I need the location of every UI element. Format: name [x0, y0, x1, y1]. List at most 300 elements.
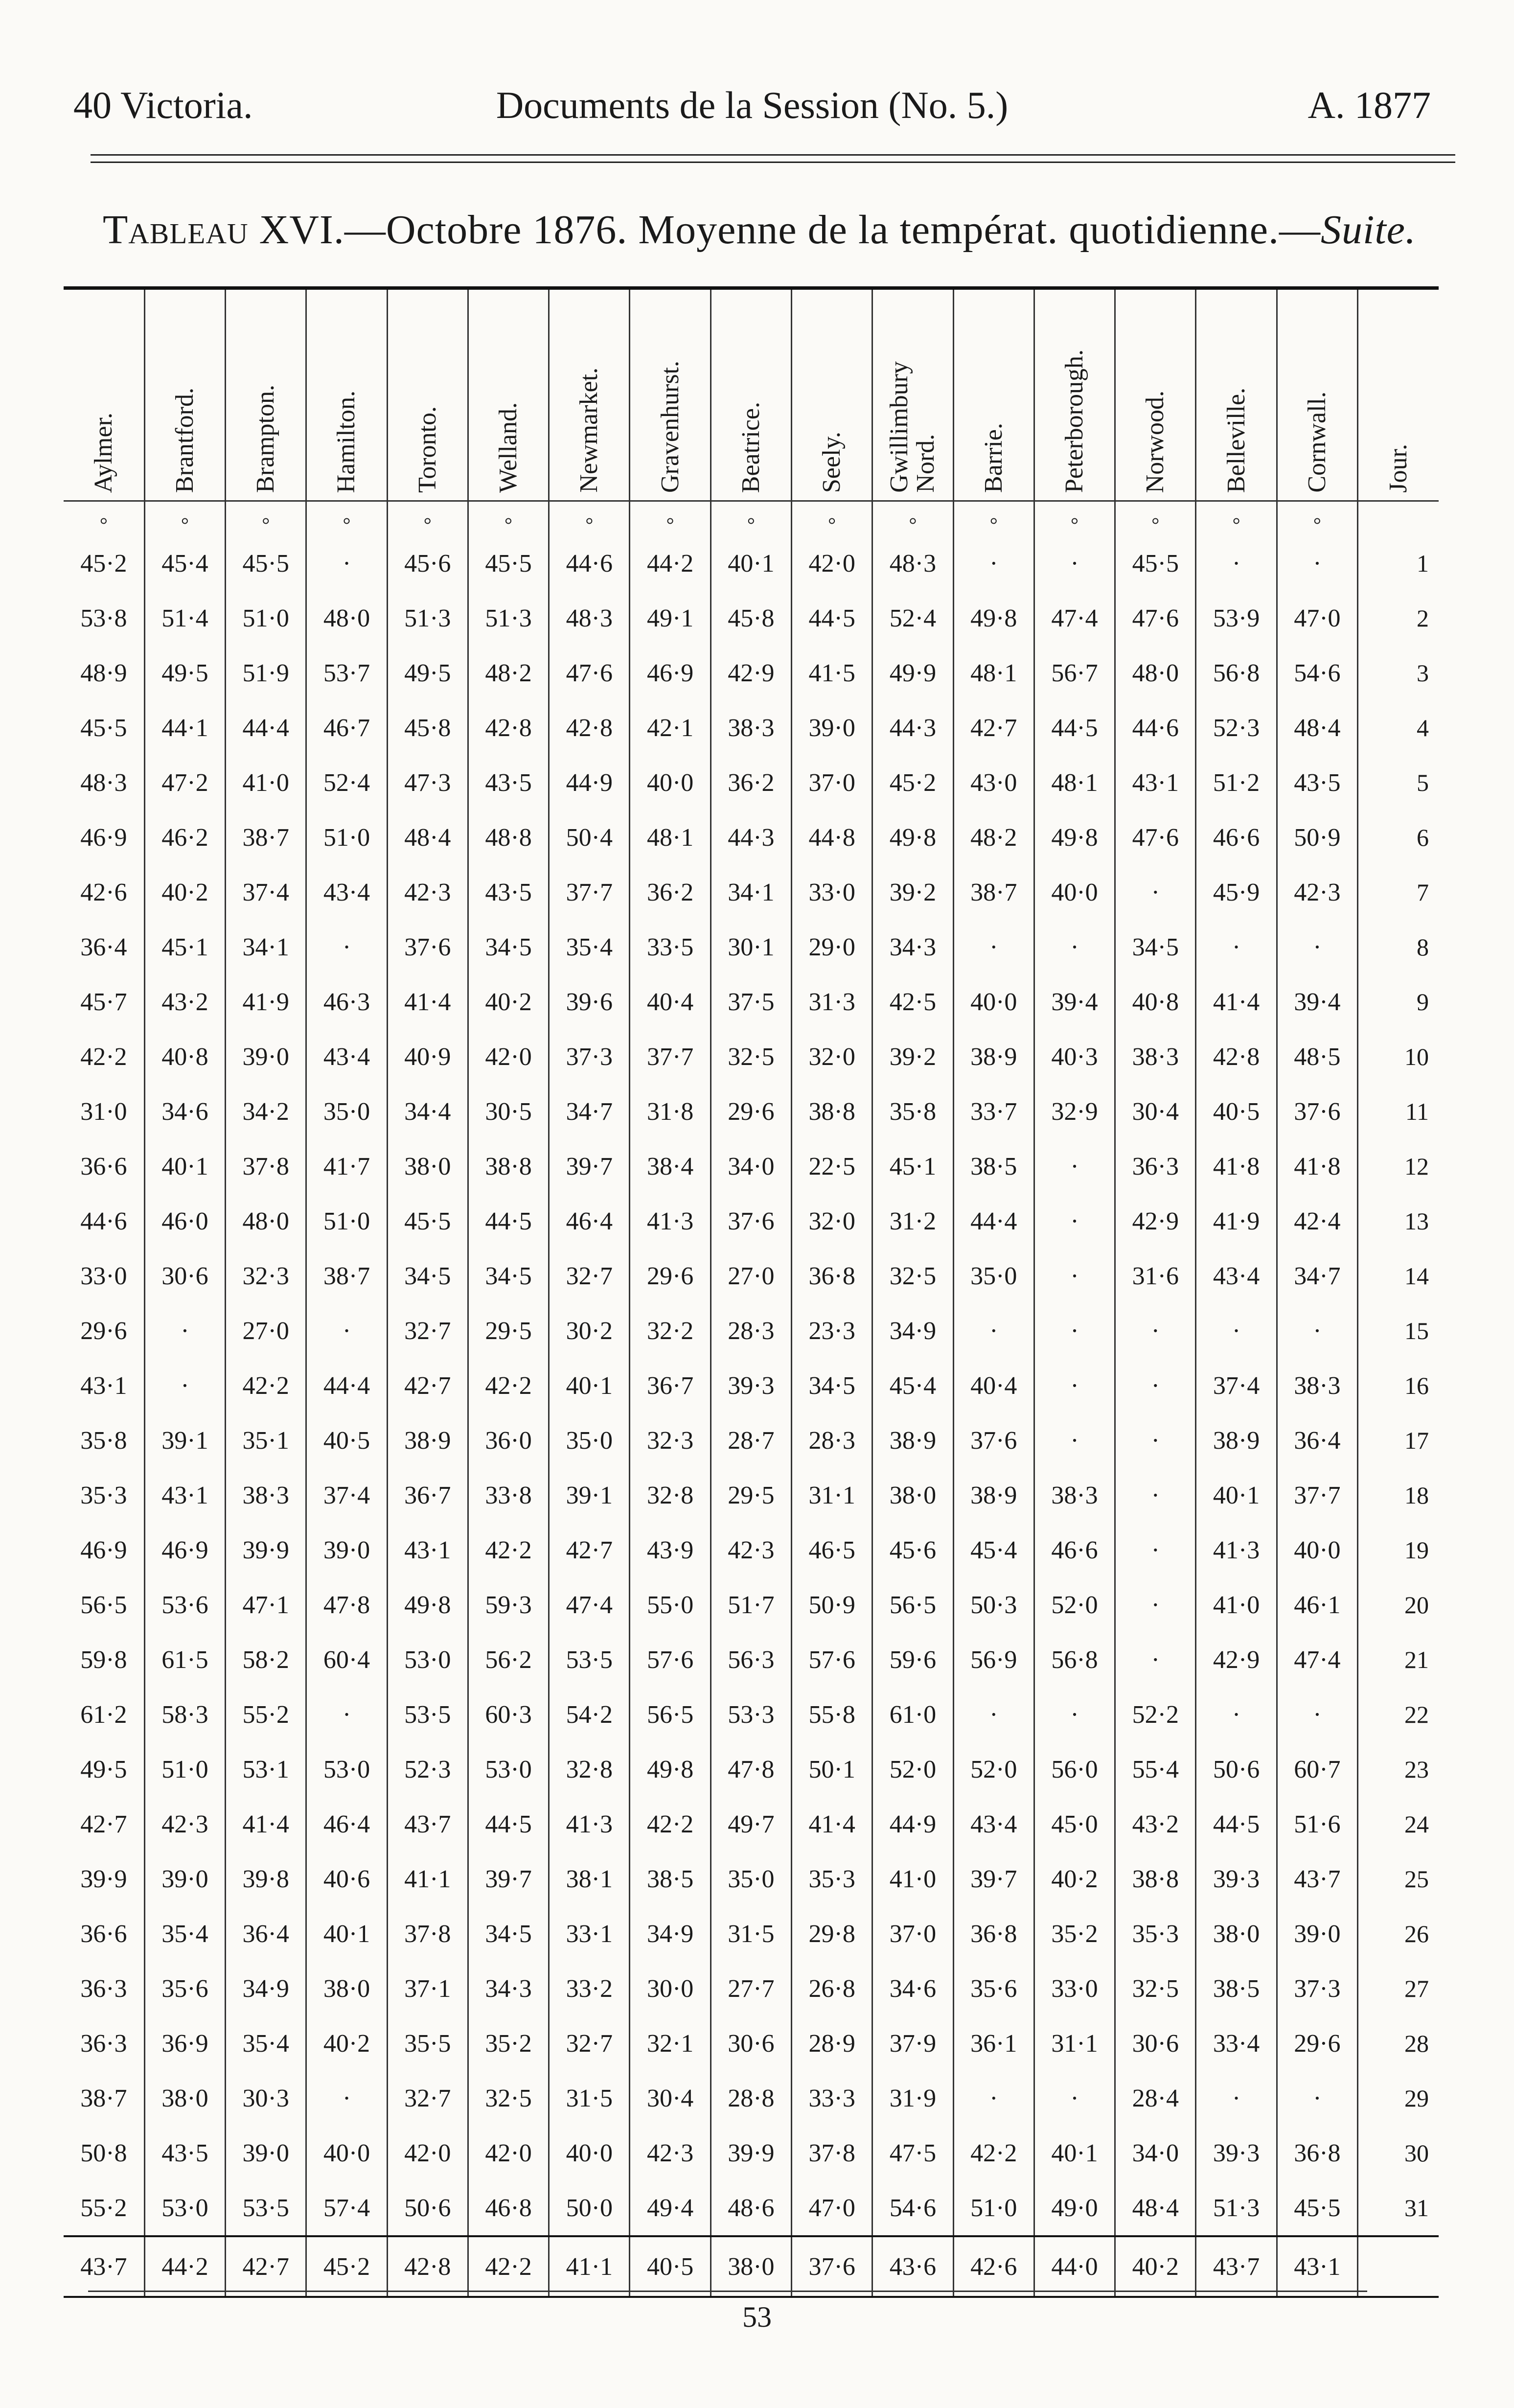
temperature-cell: 48·2 — [468, 646, 549, 700]
temperature-cell: 38·1 — [549, 1852, 630, 1906]
temperature-cell: 30·6 — [144, 1249, 225, 1303]
temperature-cell: 45·8 — [711, 591, 791, 646]
monthly-mean-cell: 37·6 — [792, 2236, 872, 2297]
temperature-cell: 45·0 — [1034, 1797, 1115, 1852]
temperature-cell: 52·0 — [872, 1742, 953, 1797]
temperature-cell: 42·9 — [1115, 1194, 1196, 1249]
temperature-cell: 41·3 — [549, 1797, 630, 1852]
temperature-cell: 34·7 — [1277, 1249, 1357, 1303]
temperature-cell: 51·3 — [387, 591, 468, 646]
temperature-cell: 51·9 — [226, 646, 306, 700]
day-number: 14 — [1358, 1249, 1439, 1303]
temperature-cell: 30·1 — [711, 920, 791, 974]
temperature-cell: 38·9 — [953, 1029, 1034, 1084]
temperature-cell: 29·5 — [468, 1303, 549, 1358]
temperature-cell: 40·6 — [306, 1852, 387, 1906]
temperature-cell: 36·8 — [1277, 2126, 1357, 2180]
temperature-cell: 32·5 — [1115, 1961, 1196, 2016]
temperature-cell: 45·5 — [468, 536, 549, 591]
day-number — [1358, 2236, 1439, 2297]
temperature-cell: 27·0 — [711, 1249, 791, 1303]
temperature-cell: 36·2 — [630, 865, 711, 920]
temperature-cell: 27·0 — [226, 1303, 306, 1358]
table-row — [64, 2180, 1439, 2236]
temperature-cell: 48·0 — [226, 1194, 306, 1249]
table-row — [64, 755, 1439, 810]
temperature-cell: 36·6 — [80, 1920, 127, 1948]
temperature-cell: 47·2 — [144, 755, 225, 810]
temperature-cell: 28·4 — [1115, 2071, 1196, 2126]
temperature-cell: 46·9 — [144, 1523, 225, 1577]
temperature-cell: 35·5 — [387, 2016, 468, 2071]
temperature-cell: 48·4 — [387, 810, 468, 865]
temperature-cell: 42·9 — [711, 646, 791, 700]
temperature-cell: 55·0 — [630, 1577, 711, 1632]
temperature-cell: 39·0 — [144, 1852, 225, 1906]
temperature-cell: 39·0 — [226, 1029, 306, 1084]
column-header — [1034, 288, 1115, 501]
day-number: 28 — [1358, 2016, 1439, 2071]
temperature-cell: 31·1 — [1034, 2016, 1115, 2071]
temperature-cell: 40·9 — [387, 1029, 468, 1084]
temperature-cell: 37·5 — [711, 974, 791, 1029]
table-row — [64, 536, 1439, 591]
temperature-cell: 45·8 — [387, 700, 468, 755]
monthly-mean-cell: 40·5 — [630, 2236, 711, 2297]
temperature-cell: 44·2 — [630, 536, 711, 591]
temperature-cell: 31·8 — [630, 1084, 711, 1139]
temperature-cell: 42·3 — [387, 865, 468, 920]
temperature-cell: 46·8 — [468, 2180, 549, 2236]
day-number: 30 — [1358, 2126, 1439, 2180]
table-row — [64, 1742, 1439, 1797]
temperature-cell: 60·7 — [1277, 1742, 1357, 1797]
monthly-mean-cell: 43·7 — [64, 2236, 144, 2297]
temperature-cell: 30·6 — [1115, 2016, 1196, 2071]
temperature-cell: 39·0 — [226, 2126, 306, 2180]
temperature-cell: 39·4 — [1277, 974, 1357, 1029]
temperature-cell: · — [1034, 1303, 1115, 1358]
temperature-cell: 48·3 — [872, 536, 953, 591]
temperature-cell: 32·8 — [549, 1742, 630, 1797]
column-header-label: Norwood. — [1141, 390, 1170, 493]
temperature-cell: 36·0 — [468, 1413, 549, 1468]
temperature-cell: 31·6 — [1115, 1249, 1196, 1303]
temperature-cell: 42·7 — [953, 700, 1034, 755]
temperature-cell: 49·0 — [1034, 2180, 1115, 2236]
temperature-cell: 32·1 — [630, 2016, 711, 2071]
temperature-cell: 40·8 — [1115, 974, 1196, 1029]
temperature-cell: 41·0 — [226, 755, 306, 810]
temperature-cell: 43·5 — [468, 755, 549, 810]
column-header-label: Hamilton. — [332, 390, 361, 493]
day-number: 26 — [1358, 1906, 1439, 1961]
temperature-cell: 42·4 — [1277, 1194, 1357, 1249]
temperature-cell: 53·6 — [144, 1577, 225, 1632]
temperature-cell: 34·5 — [468, 1249, 549, 1303]
temperature-cell: 39·3 — [1196, 1852, 1277, 1906]
temperature-cell: 42·6 — [80, 878, 127, 906]
temperature-cell: 34·3 — [468, 1961, 549, 2016]
day-number: 21 — [1358, 1632, 1439, 1687]
temperature-cell: 35·0 — [549, 1413, 630, 1468]
temperature-cell: 37·7 — [1277, 1468, 1357, 1523]
temperature-cell: 45·4 — [144, 536, 225, 591]
temperature-cell: 42·0 — [387, 2126, 468, 2180]
temperature-cell: 35·8 — [80, 1426, 127, 1455]
temperature-cell: 48·4 — [1115, 2180, 1196, 2236]
temperature-cell: 39·0 — [1277, 1906, 1357, 1961]
temperature-cell: 42·0 — [468, 1029, 549, 1084]
temperature-cell: 41·5 — [792, 646, 872, 700]
temperature-cell: 53·0 — [387, 1632, 468, 1687]
table-row — [64, 1358, 1439, 1413]
temperature-cell: 61·5 — [144, 1632, 225, 1687]
temperature-cell: 44·4 — [953, 1194, 1034, 1249]
day-number: 9 — [1358, 974, 1439, 1029]
temperature-cell: 52·2 — [1115, 1687, 1196, 1742]
temperature-cell: 41·8 — [1277, 1139, 1357, 1194]
footer-rule — [88, 2291, 1367, 2292]
temperature-cell: 47·1 — [226, 1577, 306, 1632]
temperature-cell: 60·4 — [306, 1632, 387, 1687]
temperature-cell: 52·3 — [387, 1742, 468, 1797]
temperature-cell: 37·8 — [226, 1139, 306, 1194]
degree-symbol: ° — [549, 501, 630, 536]
temperature-cell: 43·9 — [630, 1523, 711, 1577]
degree-symbol: ° — [1196, 501, 1277, 536]
temperature-cell: 53·0 — [306, 1742, 387, 1797]
temperature-cell: · — [1034, 1687, 1115, 1742]
temperature-cell: 30·0 — [630, 1961, 711, 2016]
temperature-cell: 36·9 — [144, 2016, 225, 2071]
temperature-cell: 36·3 — [80, 2029, 127, 2058]
temperature-cell: 47·4 — [549, 1577, 630, 1632]
table-row — [64, 865, 1439, 920]
monthly-mean-cell: 38·0 — [711, 2236, 791, 2297]
degree-symbol: ° — [468, 501, 549, 536]
temperature-cell: 42·3 — [630, 2126, 711, 2180]
temperature-cell: 38·8 — [468, 1139, 549, 1194]
temperature-cell: 38·4 — [630, 1139, 711, 1194]
temperature-cell: 36·3 — [1115, 1139, 1196, 1194]
table-title-suffix: Suite. — [1321, 207, 1416, 253]
temperature-table — [64, 286, 1439, 2298]
temperature-cell: 41·0 — [1196, 1577, 1277, 1632]
temperature-cell: 40·0 — [1277, 1523, 1357, 1577]
temperature-cell: 57·6 — [630, 1632, 711, 1687]
temperature-cell: 40·8 — [144, 1029, 225, 1084]
temperature-cell: 36·1 — [953, 2016, 1034, 2071]
temperature-cell: 39·9 — [80, 1865, 127, 1893]
table-row — [64, 1468, 1439, 1523]
degree-symbol: ° — [226, 501, 306, 536]
temperature-cell: 46·1 — [1277, 1577, 1357, 1632]
monthly-mean-cell: 40·2 — [1115, 2236, 1196, 2297]
table-row — [64, 646, 1439, 700]
temperature-cell: 43·2 — [1115, 1797, 1196, 1852]
temperature-cell: 38·9 — [872, 1413, 953, 1468]
temperature-cell: 42·8 — [1196, 1029, 1277, 1084]
temperature-cell: 40·5 — [306, 1413, 387, 1468]
temperature-cell: · — [1034, 1413, 1115, 1468]
temperature-cell: 33·8 — [468, 1468, 549, 1523]
temperature-cell: 50·9 — [792, 1577, 872, 1632]
column-header — [549, 288, 630, 501]
table-row — [64, 1577, 1439, 1632]
temperature-cell: 40·1 — [549, 1358, 630, 1413]
temperature-cell: 33·0 — [792, 865, 872, 920]
temperature-cell: 43·1 — [387, 1523, 468, 1577]
temperature-cell: 51·0 — [306, 810, 387, 865]
temperature-cell: 41·4 — [387, 974, 468, 1029]
day-number: 20 — [1358, 1577, 1439, 1632]
temperature-cell: 38·7 — [306, 1249, 387, 1303]
column-header — [792, 288, 872, 501]
temperature-cell: 35·4 — [144, 1906, 225, 1961]
temperature-cell: 37·4 — [1196, 1358, 1277, 1413]
temperature-cell: 34·1 — [711, 865, 791, 920]
temperature-cell: 48·4 — [1277, 700, 1357, 755]
temperature-cell: 56·5 — [872, 1577, 953, 1632]
temperature-cell: 47·0 — [792, 2180, 872, 2236]
day-number: 4 — [1358, 700, 1439, 755]
temperature-cell: · — [1034, 2071, 1115, 2126]
temperature-cell: 38·7 — [953, 865, 1034, 920]
temperature-cell: 51·0 — [306, 1194, 387, 1249]
temperature-cell: 30·4 — [1115, 1084, 1196, 1139]
temperature-cell: 38·0 — [306, 1961, 387, 2016]
temperature-cell: 53·5 — [549, 1632, 630, 1687]
temperature-cell: 51·3 — [468, 591, 549, 646]
temperature-cell: 40·0 — [306, 2126, 387, 2180]
temperature-cell: 45·4 — [953, 1523, 1034, 1577]
temperature-cell: · — [1196, 920, 1277, 974]
column-header — [630, 288, 711, 501]
monthly-mean-cell: 44·2 — [144, 2236, 225, 2297]
degree-symbol: ° — [144, 501, 225, 536]
temperature-cell: 33·0 — [1034, 1961, 1115, 2016]
temperature-cell: 53·3 — [711, 1687, 791, 1742]
temperature-cell: 34·0 — [711, 1139, 791, 1194]
temperature-cell: 38·9 — [387, 1413, 468, 1468]
temperature-cell: · — [1196, 2071, 1277, 2126]
temperature-cell: 42·3 — [1277, 865, 1357, 920]
temperature-cell: · — [953, 1303, 1034, 1358]
temperature-cell: 29·6 — [80, 1317, 127, 1345]
monthly-mean-cell: 42·7 — [226, 2236, 306, 2297]
temperature-cell: 41·8 — [1196, 1139, 1277, 1194]
temperature-cell: 34·6 — [144, 1084, 225, 1139]
temperature-cell: 38·5 — [953, 1139, 1034, 1194]
temperature-cell: 47·8 — [306, 1577, 387, 1632]
temperature-cell: · — [1115, 1413, 1196, 1468]
temperature-cell: 57·4 — [306, 2180, 387, 2236]
temperature-cell: 40·2 — [1034, 1852, 1115, 1906]
temperature-cell: 31·3 — [792, 974, 872, 1029]
running-head — [73, 78, 1431, 132]
temperature-cell: 44·5 — [792, 591, 872, 646]
temperature-cell: · — [1115, 1303, 1196, 1358]
column-header — [64, 288, 144, 501]
temperature-cell: 36·7 — [387, 1468, 468, 1523]
temperature-cell: · — [1115, 1468, 1196, 1523]
temperature-cell: 39·3 — [711, 1358, 791, 1413]
temperature-cell: 38·5 — [1196, 1961, 1277, 2016]
temperature-cell: 48·0 — [1115, 646, 1196, 700]
temperature-cell: 44·5 — [1196, 1797, 1277, 1852]
temperature-cell: 43·4 — [1196, 1249, 1277, 1303]
temperature-cell: 56·5 — [630, 1687, 711, 1742]
table-header-row — [64, 288, 1439, 501]
temperature-cell: 41·3 — [1196, 1523, 1277, 1577]
temperature-cell: 41·0 — [872, 1852, 953, 1906]
day-number: 18 — [1358, 1468, 1439, 1523]
day-number: 22 — [1358, 1687, 1439, 1742]
temperature-cell: 34·9 — [630, 1906, 711, 1961]
temperature-cell: 55·2 — [80, 2194, 127, 2222]
day-number: 12 — [1358, 1139, 1439, 1194]
temperature-cell: · — [953, 536, 1034, 591]
temperature-cell: 38·0 — [1196, 1906, 1277, 1961]
temperature-cell: 51·4 — [144, 591, 225, 646]
column-header — [711, 288, 791, 501]
temperature-cell: 45·6 — [872, 1523, 953, 1577]
temperature-cell: 32·0 — [792, 1029, 872, 1084]
temperature-cell: 41·9 — [226, 974, 306, 1029]
column-header-label: Welland. — [494, 402, 523, 493]
temperature-cell: 48·3 — [549, 591, 630, 646]
day-number: 24 — [1358, 1797, 1439, 1852]
temperature-cell: 34·0 — [1115, 2126, 1196, 2180]
temperature-cell: 47·6 — [1115, 591, 1196, 646]
temperature-cell: · — [1034, 920, 1115, 974]
temperature-cell: 37·3 — [1277, 1961, 1357, 2016]
temperature-cell: 42·7 — [80, 1810, 127, 1838]
temperature-cell: 40·5 — [1196, 1084, 1277, 1139]
temperature-cell: 36·8 — [953, 1906, 1034, 1961]
temperature-cell: 37·8 — [792, 2126, 872, 2180]
temperature-cell: 43·1 — [80, 1371, 127, 1400]
monthly-mean-cell: 43·1 — [1277, 2236, 1357, 2297]
temperature-cell: 42·2 — [468, 1523, 549, 1577]
temperature-cell: 55·8 — [792, 1687, 872, 1742]
temperature-cell: 61·0 — [872, 1687, 953, 1742]
temperature-cell: 38·9 — [1196, 1413, 1277, 1468]
temperature-cell: 48·9 — [80, 659, 127, 687]
temperature-cell: 29·6 — [630, 1249, 711, 1303]
temperature-cell: 56·3 — [711, 1632, 791, 1687]
temperature-cell: 49·7 — [711, 1797, 791, 1852]
temperature-cell: 43·5 — [468, 865, 549, 920]
monthly-mean-cell: 44·0 — [1034, 2236, 1115, 2297]
temperature-cell: 46·4 — [306, 1797, 387, 1852]
temperature-cell: 38·0 — [387, 1139, 468, 1194]
table-row — [64, 1687, 1439, 1742]
temperature-cell: 56·9 — [953, 1632, 1034, 1687]
temperature-cell: 28·3 — [792, 1413, 872, 1468]
temperature-cell: 42·0 — [468, 2126, 549, 2180]
temperature-cell: 43·4 — [953, 1797, 1034, 1852]
table-row — [64, 1139, 1439, 1194]
temperature-cell: 29·0 — [792, 920, 872, 974]
temperature-cell: · — [306, 1687, 387, 1742]
temperature-cell: 39·2 — [872, 865, 953, 920]
temperature-cell: 28·9 — [792, 2016, 872, 2071]
temperature-cell: 33·7 — [953, 1084, 1034, 1139]
temperature-cell: 49·1 — [630, 591, 711, 646]
temperature-cell: 52·0 — [953, 1742, 1034, 1797]
temperature-cell: 55·2 — [226, 1687, 306, 1742]
temperature-cell: 48·8 — [468, 810, 549, 865]
temperature-cell: 44·3 — [872, 700, 953, 755]
temperature-cell: 32·2 — [630, 1303, 711, 1358]
temperature-cell: 42·0 — [792, 536, 872, 591]
page-number: 53 — [742, 2301, 772, 2333]
column-header-label: Belleville. — [1222, 387, 1250, 493]
temperature-cell: · — [1115, 1358, 1196, 1413]
header-rule-top — [91, 154, 1455, 156]
degree-symbol: ° — [1115, 501, 1196, 536]
column-header — [1277, 288, 1357, 501]
temperature-cell: 44·1 — [144, 700, 225, 755]
temperature-cell: 48·0 — [306, 591, 387, 646]
column-header — [226, 288, 306, 501]
temperature-cell: · — [1115, 865, 1196, 920]
temperature-cell: 26·8 — [792, 1961, 872, 2016]
day-number: 29 — [1358, 2071, 1439, 2126]
temperature-cell: 43·0 — [953, 755, 1034, 810]
temperature-cell: 33·3 — [792, 2071, 872, 2126]
temperature-cell: 47·6 — [1115, 810, 1196, 865]
column-header-label: Barrie. — [979, 423, 1008, 493]
temperature-cell: 29·6 — [711, 1084, 791, 1139]
monthly-mean-cell: 41·1 — [549, 2236, 630, 2297]
temperature-cell: 23·3 — [792, 1303, 872, 1358]
temperature-cell: 47·6 — [549, 646, 630, 700]
temperature-cell: 45·5 — [80, 714, 127, 742]
temperature-cell: 35·4 — [549, 920, 630, 974]
temperature-cell: 36·3 — [80, 1974, 127, 2003]
table-row — [64, 1084, 1439, 1139]
temperature-cell: 53·8 — [80, 604, 127, 632]
temperature-cell: · — [1277, 920, 1357, 974]
temperature-cell: · — [1034, 1358, 1115, 1413]
temperature-cell: 50·1 — [792, 1742, 872, 1797]
temperature-cell: 27·7 — [711, 1961, 791, 2016]
temperature-cell: 37·4 — [226, 865, 306, 920]
temperature-cell: 28·7 — [711, 1413, 791, 1468]
temperature-cell: 44·6 — [80, 1207, 127, 1235]
temperature-cell: 36·6 — [80, 1152, 127, 1181]
temperature-cell: 50·6 — [387, 2180, 468, 2236]
temperature-cell: 38·7 — [80, 2084, 127, 2112]
table-row — [64, 920, 1439, 974]
temperature-cell: 33·0 — [80, 1262, 127, 1290]
temperature-cell: 46·7 — [306, 700, 387, 755]
temperature-cell: 49·5 — [144, 646, 225, 700]
temperature-cell: 40·0 — [1034, 865, 1115, 920]
temperature-cell: 51·7 — [711, 1577, 791, 1632]
temperature-cell: 48·1 — [630, 810, 711, 865]
header-left: 40 Victoria. — [73, 84, 253, 126]
temperature-cell: 35·0 — [711, 1852, 791, 1906]
temperature-cell: · — [1277, 536, 1357, 591]
temperature-cell: 42·8 — [549, 700, 630, 755]
temperature-cell: 35·1 — [226, 1413, 306, 1468]
temperature-cell: 29·8 — [792, 1906, 872, 1961]
temperature-cell: 39·6 — [549, 974, 630, 1029]
